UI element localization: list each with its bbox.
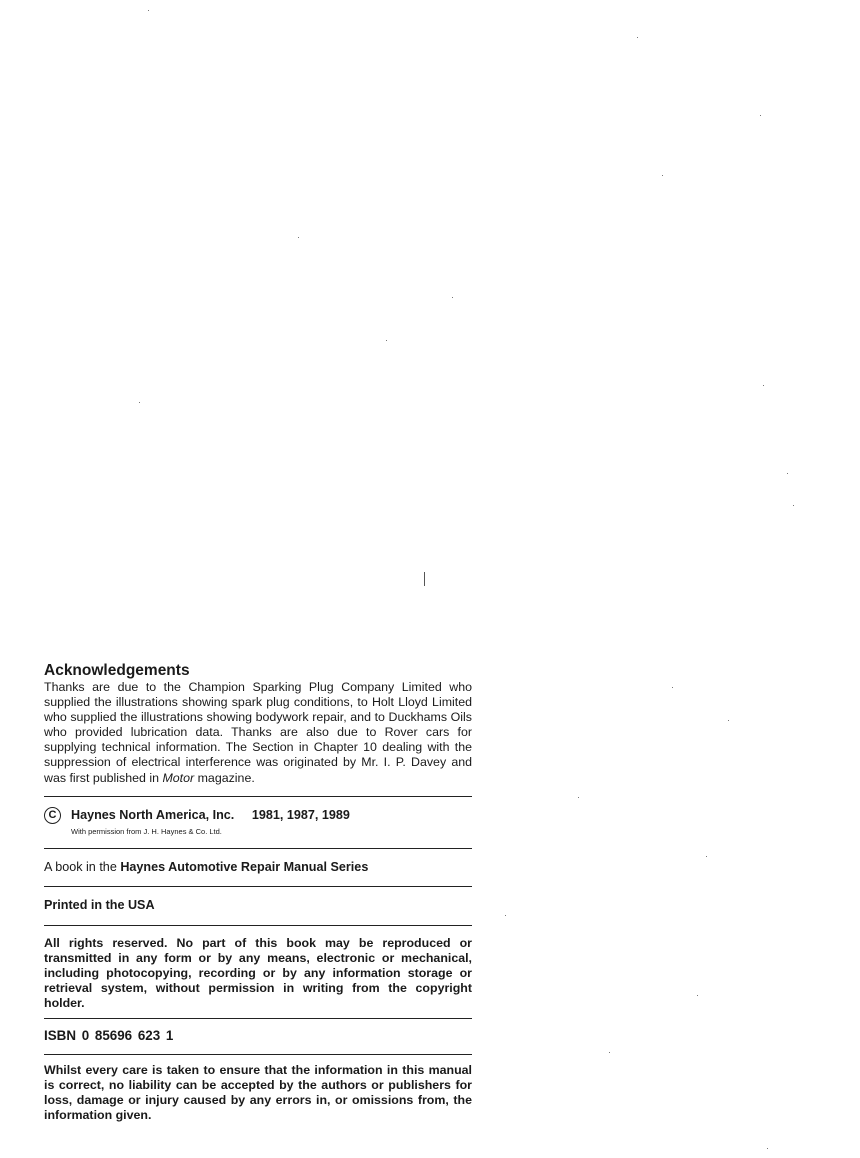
isbn: ISBN 0 85696 623 1	[44, 1027, 174, 1043]
scan-speck	[609, 1052, 610, 1053]
scan-speck	[793, 505, 794, 506]
scan-speck	[760, 115, 761, 116]
magazine-title: Motor	[162, 770, 195, 785]
scan-speck	[662, 175, 663, 176]
copyright-years: 1981, 1987, 1989	[251, 807, 350, 822]
divider	[44, 925, 472, 926]
divider	[44, 1054, 472, 1055]
copyright-line	[44, 807, 472, 824]
printed-in: Printed in the USA	[44, 897, 155, 912]
scan-speck	[728, 720, 729, 721]
scan-speck	[767, 1148, 768, 1149]
scan-mark	[424, 572, 425, 586]
scan-speck	[148, 10, 149, 11]
disclaimer: Whilst every care is taken to ensure that the information in this manual is correct, no liability can be accepted by the authors or publishers for loss, damage or injury caused by any errors in, or omissions from, the information given.	[44, 1062, 472, 1123]
divider	[44, 848, 472, 849]
scan-speck	[763, 385, 764, 386]
scan-speck	[578, 797, 579, 798]
scan-speck	[298, 237, 299, 238]
scan-speck	[672, 687, 673, 688]
permission-note: With permission from J. H. Haynes & Co. Ltd.	[71, 826, 222, 836]
scan-speck	[386, 340, 387, 341]
copyright-icon: C	[44, 807, 61, 824]
scan-speck	[787, 473, 788, 474]
scan-speck	[452, 297, 453, 298]
scan-speck	[637, 37, 638, 38]
divider	[44, 1018, 472, 1019]
scan-speck	[697, 995, 698, 996]
series-statement: A book in the Haynes Automotive Repair Manual Series	[44, 859, 369, 874]
acknowledgements-heading: Acknowledgements	[44, 662, 190, 679]
divider	[44, 796, 472, 797]
imprint-column	[44, 662, 472, 1123]
scan-speck	[706, 856, 707, 857]
scan-speck	[139, 402, 140, 403]
rights-statement: All rights reserved. No part of this book may be reproduced or transmitted in any form or by any means, electronic or mechanical, including photocopying, recording or by any information storage or retrieval system, without permission in writing from the copyright holder.	[44, 935, 472, 1011]
copyright-holder: Haynes North America, Inc.	[71, 807, 235, 822]
divider	[44, 886, 472, 887]
series-name: Haynes Automotive Repair Manual Series	[120, 859, 369, 874]
scan-speck	[505, 915, 506, 916]
acknowledgements-body: Thanks are due to the Champion Sparking Plug Company Limited who supplied the illustrations showing spark plug conditions, to Holt Lloyd Limited who supplied the illustrations showing bodywork repair, and to Duckhams Oils who provided lubrication data. Thanks are also due to Rover cars for supplying technical information. The Section in Chapter 10 dealing with the suppression of electrical interference was originated by Mr. I. P. Davey and was first published in Motor magazine.	[44, 680, 472, 785]
